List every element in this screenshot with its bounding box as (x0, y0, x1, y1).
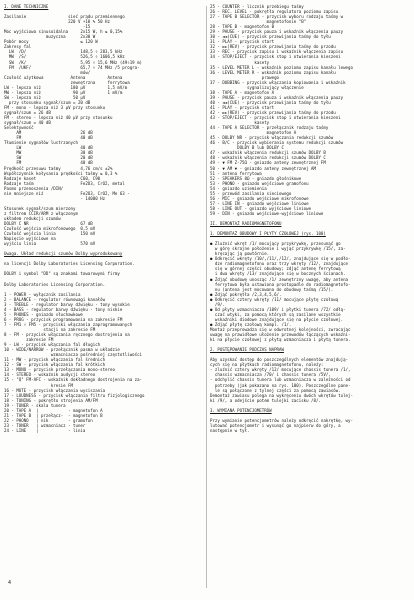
right-line: 40 - ◄◄(CUE) - przycisk przewijania taśmy do tyłu (210, 99, 331, 105)
right-line: ki na płycie czołowej z płytą wzmacniacza i płytą tunera. (210, 337, 351, 343)
left-line: 11 - MW - przycisk włączania fal średnich (4, 357, 106, 363)
right-line: ● Odkręcić cztery wkręty /11/ mocujące płytę czołową (210, 296, 339, 302)
right-line: II. DEMONTAŻ RADIOMAGNETOFONU (210, 221, 282, 227)
left-line: Selektywność (4, 125, 34, 131)
left-line: Uwaga. Układ redukcji szumów Dolby wyprodukowany (4, 251, 123, 257)
left-line: LW 40 dB (4, 145, 93, 151)
left-line: SW /K/ 5,95 ÷ 15,6 MHz (49÷19 m) (4, 59, 143, 65)
left-line: 2 - BALANCE - regulator równowagi kanałów (4, 296, 106, 302)
right-line: magnetofon A (210, 130, 297, 136)
right-line: 52 - SPEAKERS 8Ω - gniazdo głośnikowe (210, 175, 302, 181)
right-line: ki /9/, a odejście potem tulejki zacisku /8/. (210, 397, 321, 403)
page-number: 4 (8, 580, 12, 586)
left-line: Pobór mocy ≤ 120 W (4, 39, 98, 45)
right-line: sygnalizujący włączenie (210, 84, 304, 90)
left-line: FM 40 dB (4, 135, 93, 141)
right-line: 58 - LINE OUT - gniazdo wyjściowe liniowe (210, 205, 312, 211)
right-line: 57 - LINE IN - gniazdo wejściowe liniowe (210, 200, 309, 206)
right-line: 28 - TAPE B - magnetofon B (210, 24, 275, 30)
right-line: 54 - gniazdo uziemienia (210, 185, 267, 191)
left-line: wzmacniacza pośredniej częstotliwości (4, 352, 143, 358)
left-line: Napięcie wyjściowe na (4, 236, 56, 242)
right-line: 49 - ▼ FM Z-75Ω - gniazdo anteny zewnętrznej FM (210, 160, 326, 166)
right-line: 37 - DUBBING - przycisk włączania kopiowania i wskaźnik (210, 79, 346, 85)
right-line: ● Zluźnić wkręt /1/ mocujący przykrywkę, przesunąć go (210, 241, 341, 247)
left-line: 220 V +10 % 50 Hz (4, 19, 110, 25)
right-line: ● Zdjąć pokrętła /2,3,4,5,6/. (210, 291, 282, 297)
left-line: Prędkość przesuwu taśmy 4,76 cm/s ±2% (4, 165, 113, 171)
left-line: DOLBY C NR 67 dB (4, 221, 93, 227)
left-line: 4 - BASS - regulator barwy dźwięku - tony niskie (4, 306, 123, 312)
left-line: 17 - LOUDNESS - przycisk włączania filtru fizjologicznego (4, 392, 145, 398)
right-line: - odchylić chassis tunera lub wzmacniacza w zależności od (210, 377, 351, 383)
right-line: dze radiomagnetofonu oraz trzy wkręty /12/, znajdujące (210, 261, 349, 267)
right-line: 41 - PLAY - przycisk start (210, 104, 275, 110)
right-line: 46 - B/C - przycisk wybierania systemu redukcji szumów (210, 140, 344, 146)
left-line: MW - lepsza niż 90 µV 1 mV/m (4, 89, 123, 95)
right-line: czać wtyki, za pomocą których są zasilane wszystkie (210, 311, 341, 317)
right-line: cych się na płytkach radiomagnetofonu, należy: (210, 362, 324, 368)
right-line: 51 - antena ferrytowa (210, 170, 262, 176)
column-divider (206, 6, 207, 588)
left-line: Rodzaje taśm Fe2O3, CrO2, metal (4, 180, 125, 186)
right-line: 43 - STOP/EJECT - przycisk stop i otwierania kieszeni (210, 115, 341, 121)
left-line: 7 - FM1 ÷ FM5 - przyciski włączania zaprogramowanych (4, 321, 133, 327)
right-line: kasety (210, 120, 270, 126)
left-line: Tłumienie sygnałów lustrzanych (4, 140, 78, 146)
left-line: 20 - TAPE A | - magnetofon A (4, 407, 103, 413)
right-line: - zluźnić cztery wkręty /12/ mocujące chassis tunera /1/, (210, 367, 351, 373)
left-line: 14 - STEREO - wskaźnik audycji stereo (4, 372, 96, 378)
left-line: 18 - TUNING - pokrętło strojenia AM/FM (4, 397, 98, 403)
right-line: 44 - TAPE A SELECTOR - przełącznik rodzaju taśmy (210, 125, 329, 131)
right-line: 50 - ▼ AM ▼ - gniazdo anteny zewnętrznej AM (210, 165, 316, 171)
right-line: prawego (210, 74, 280, 80)
right-line: następnie w tył. (210, 427, 250, 433)
left-line: 3 - TREBLE - regulator barwy dźwięku - tony wysokie (4, 301, 130, 307)
right-line: wskaźniki diodowe znajdujące się na płycie czołowej. (210, 316, 344, 322)
left-line: 8 - FM - przycisk włączania ręcznego dostrojenia na (4, 332, 130, 338)
right-line: 36 - LEVEL METER R - wskaźnik poziomu zapisu kanału (210, 69, 336, 75)
right-line: 31 - PLAY - przycisk start (210, 39, 275, 45)
left-line: LW - lepsza niż 180 µV 1,5 mV/m (4, 84, 128, 90)
left-line: MW 30 dB (4, 150, 93, 156)
right-line: Demontaż zawiasu polega na wykręceniu dwóch wkrętów tulej- (210, 392, 353, 398)
left-line: 19 - TUNER - skala tunera (4, 402, 66, 408)
left-line: Czułość wejścia mikrofonowego 0,5 mV (4, 226, 96, 232)
left-line: mów/ (4, 69, 91, 75)
right-line: się w górnej części obudowy; zdjąć antenę ferrytową (210, 266, 341, 272)
left-line: SW 20 dB (4, 155, 93, 161)
right-line: i dwa wkręty /13/ znajdujące się w bocznych ścianach. (210, 271, 346, 277)
left-column (4, 4, 202, 433)
right-line: /9/. (210, 301, 225, 307)
left-line: -15 (4, 24, 91, 30)
left-line: zakresie FM (4, 337, 54, 343)
right-line: 27 - TAPE B SELECTOR - przycisk wyboru rodzaju taśmy w (210, 14, 344, 20)
right-line: ● Zdjąć płytę czołową kompl. /1/. (210, 321, 292, 327)
left-line: stacji na zakresie FM (4, 327, 96, 332)
right-line: 39 - PAUSE - przycisk pauza i wskaźnik włączenia pauzy (210, 94, 344, 100)
right-line: ● Zdjąć obudowę unosząc /1/ zewnętrzny uwagę, aby antena (210, 276, 349, 282)
left-line: 13 - MONO - przycisk przełączania mono-stereo (4, 367, 115, 373)
left-line: zewnętrzna ferrytowa (4, 79, 130, 85)
right-line: 30 - ◄◄(CUE) - przycisk przewijania taśmy do tyłu (210, 34, 331, 40)
right-line: 34 - STOP/EJECT - przycisk stop i otwierania kieszeni (210, 54, 341, 60)
left-line: Zasilanie sieć prądu przemiennego (4, 14, 125, 20)
left-line: z filtrem CCIR/ARM z włączonym (4, 210, 78, 216)
left-line: Czułość wejścia linia 150 mV (4, 231, 96, 237)
left-line: 23 - TUNER | wzmacniacz - tuner (4, 422, 86, 428)
left-line: 16 - MUTE - przycisk włączania wyciszania (4, 387, 106, 393)
right-line: 32 - ►►(REV) - przycisk przewijania taśmy do przodu (210, 44, 336, 50)
right-line: magnetofonie "B" (210, 19, 307, 25)
left-line: kresie FM (4, 382, 74, 388)
right-line: 1. DEMONTAŻ OBUDOWY I PŁYTY CZOŁOWEJ (rys. 100) (210, 231, 326, 237)
left-line: AM 26 dB (4, 130, 93, 136)
left-line: LW /D/ 148,5 ÷ 283,5 kHz (4, 49, 123, 55)
right-line: uwagę na prawidłowe ułożenie przewodów łączących wskaźni- (210, 332, 351, 338)
right-line: 2. POSTĘPOWANIE PODCZAS NAPRAW (210, 347, 284, 353)
left-line: muzyczna 2x30 W (4, 34, 96, 40)
left-line: FM 40 dB (4, 160, 93, 166)
right-line: Aby uzyskać dostęp do poszczególnych elementów znajdują- (210, 357, 349, 363)
left-line: 22 - PHONO | nik - gramofon (4, 417, 93, 423)
left-line: 12 - SW - przycisk włączania fal krótkich (4, 362, 106, 368)
left-line: - 14000 Hz (4, 195, 106, 201)
right-line: kręcając ją powtórnie. (210, 251, 270, 257)
left-line: nie mniejsze niż Fe2O3, CrO2, Me 63 - (4, 190, 130, 196)
left-line: 9 - LW - przycisk włączania fal długich (4, 342, 101, 348)
left-line: sygnał/szum = 40 dB (4, 120, 51, 126)
right-line: chassis wzmacniacza /70/ i chassis tunera /5V/, (210, 372, 331, 378)
right-line: kasety (210, 59, 270, 65)
left-line: wyjściu linia 570 mV (4, 241, 96, 247)
left-line: FM - stereo - lepsza niż 40 µV przy stosunku (4, 115, 113, 121)
right-line: potrzeby (jak pokazano na rys. 100). Poszczególne pane- (210, 382, 351, 388)
right-line: 33 - REC - przycisk zapisu i wskaźnik włączenia zapisu (210, 49, 344, 55)
left-line: układem redukcji szumów (4, 215, 61, 221)
right-line: 45 - DOLBY NR - przycisk włączania redukcji szumów (210, 135, 334, 141)
left-line: Stosunek sygnał/szum mierzony (4, 205, 76, 211)
left-line: Dolby Laboratories Licensing Corporation. (4, 281, 106, 287)
left-line: DOLBY i symbol "DD" są znakami towarowymi firmy (4, 271, 120, 277)
left-line: Rodzaje kaset C60, C90 (4, 175, 101, 181)
left-line: Współczynnik kołysania prędkości taśmy ≤ 0,3 % (4, 170, 118, 176)
right-line: Przy wymianie potencjometrów należy odkręcić nakrętkę, wy- (210, 417, 353, 423)
right-line: 38 - TAPE A - magnetofon A (210, 89, 275, 95)
right-line: ● Odkręcić wkręty /10/,/11/,/12/, znajdujące się w podło- (210, 256, 351, 262)
left-line: MW /Ś/ 526,5 ÷ 1606,5 kHz (4, 54, 125, 60)
right-line: le są połączone z tylnej części za pomocą zawiasów. (210, 387, 341, 393)
left-line: 10 - WIDE/NARROW - przełącznik pasma w układzie (4, 347, 120, 353)
left-line: 21 - TAPE B | przełącz- - magnetofon B (4, 412, 103, 418)
right-line: nu (antena jest mocowana do obudowy taśmą /15/). (210, 286, 334, 292)
right-line: 25 - COUNTER - licznik przebiegu taśmy (210, 4, 304, 9)
left-line: 1 - POWER - wyłącznik zasilania (4, 291, 81, 297)
right-line: 42 - ►►(REV) - przycisk przewijania taśmy do przodu (210, 109, 336, 115)
right-line: 29 - PAUSE - przycisk pauza i wskaźnik włączenia pauzy (210, 29, 344, 35)
right-line: 35 - LEVEL METER L - wskaźnik poziomu zapisu kanału lewego (210, 64, 353, 70)
left-line: I. DANE TECHNICZNE (4, 4, 49, 9)
left-line: 24 - LINE | - linia (4, 427, 86, 433)
left-line: przy stosunku sygnał/szum = 20 dB (4, 99, 91, 105)
left-line: FM /UKF/ 65,7 ÷ 74 MHz /5 progra- (4, 64, 140, 70)
right-line: 53 - PHONO - gniazdo wejściowe gramofonu (210, 180, 309, 186)
left-line: FM - mono - lepsza niż 3 µV przy stosunku (4, 104, 106, 110)
left-line: 15 - "Q" FM-AFC - wskaźnik dokładnego dostrojenia na za- (4, 377, 143, 383)
left-line: 5 - PHONES - gniazdo słuchawkowe (4, 311, 83, 317)
left-line: Zakresy fal (4, 44, 32, 50)
right-line: ferrytowa była ustawiona prostopadle do radiomagnetofo- (210, 281, 351, 287)
left-line: sygnał/szum = 26 dB (4, 109, 51, 115)
right-line: ● Od płyty wzmacniacza /109/ i płytki tunera /72/ odłą- (210, 306, 346, 312)
right-line: w górę skrajne położenie i wyjąć przykrywkę /15/, za- (210, 246, 346, 252)
right-line: 3. WYMIANA POTENCJOMETRÓW (210, 407, 272, 413)
left-line: 6 - PROG - przycisk programowania na zakresie FM (4, 316, 123, 322)
left-line: Moc wyjściowa sinusoidalna 2x15 W, h ≤ 0,15% (4, 29, 123, 35)
right-line: lutować potencjometr i wysunąć go najpierw do góry, a (210, 422, 341, 428)
right-line: 47 - wskaźnik włączenia redukcji szumów DOLBY B (210, 150, 326, 156)
left-line: na licencji Dolby Laboratories Licensing Corporation. (4, 261, 135, 267)
right-line: 59 - DIN - gniazdo wejściowe-wyjściowe liniowe (210, 210, 324, 216)
right-line: 55 - przewód zasilania sieciowego (210, 190, 292, 196)
right-line: 48 - wskaźnik włączenia redukcji szumów DOLBY C (210, 155, 326, 161)
left-line: Pasmo przenoszenia /DIN/ (4, 185, 64, 191)
left-line: SW - lepsza niż 50 µV (4, 94, 86, 100)
right-line: DOLBY B lub DOLBY C (210, 145, 284, 151)
right-line: 56 - MIC - gniazdo wejściowe mikrofonowe (210, 195, 309, 201)
right-line: 26 - REC. LEVEL - pokrętła regulatora poziomu zapisu (210, 9, 339, 15)
left-line: Czułość użytkowa Antena Antena (4, 74, 123, 80)
right-column (210, 4, 410, 433)
right-line: Montaż przeprowadza się w odwrotnej kolejności, zwracając (210, 327, 351, 332)
